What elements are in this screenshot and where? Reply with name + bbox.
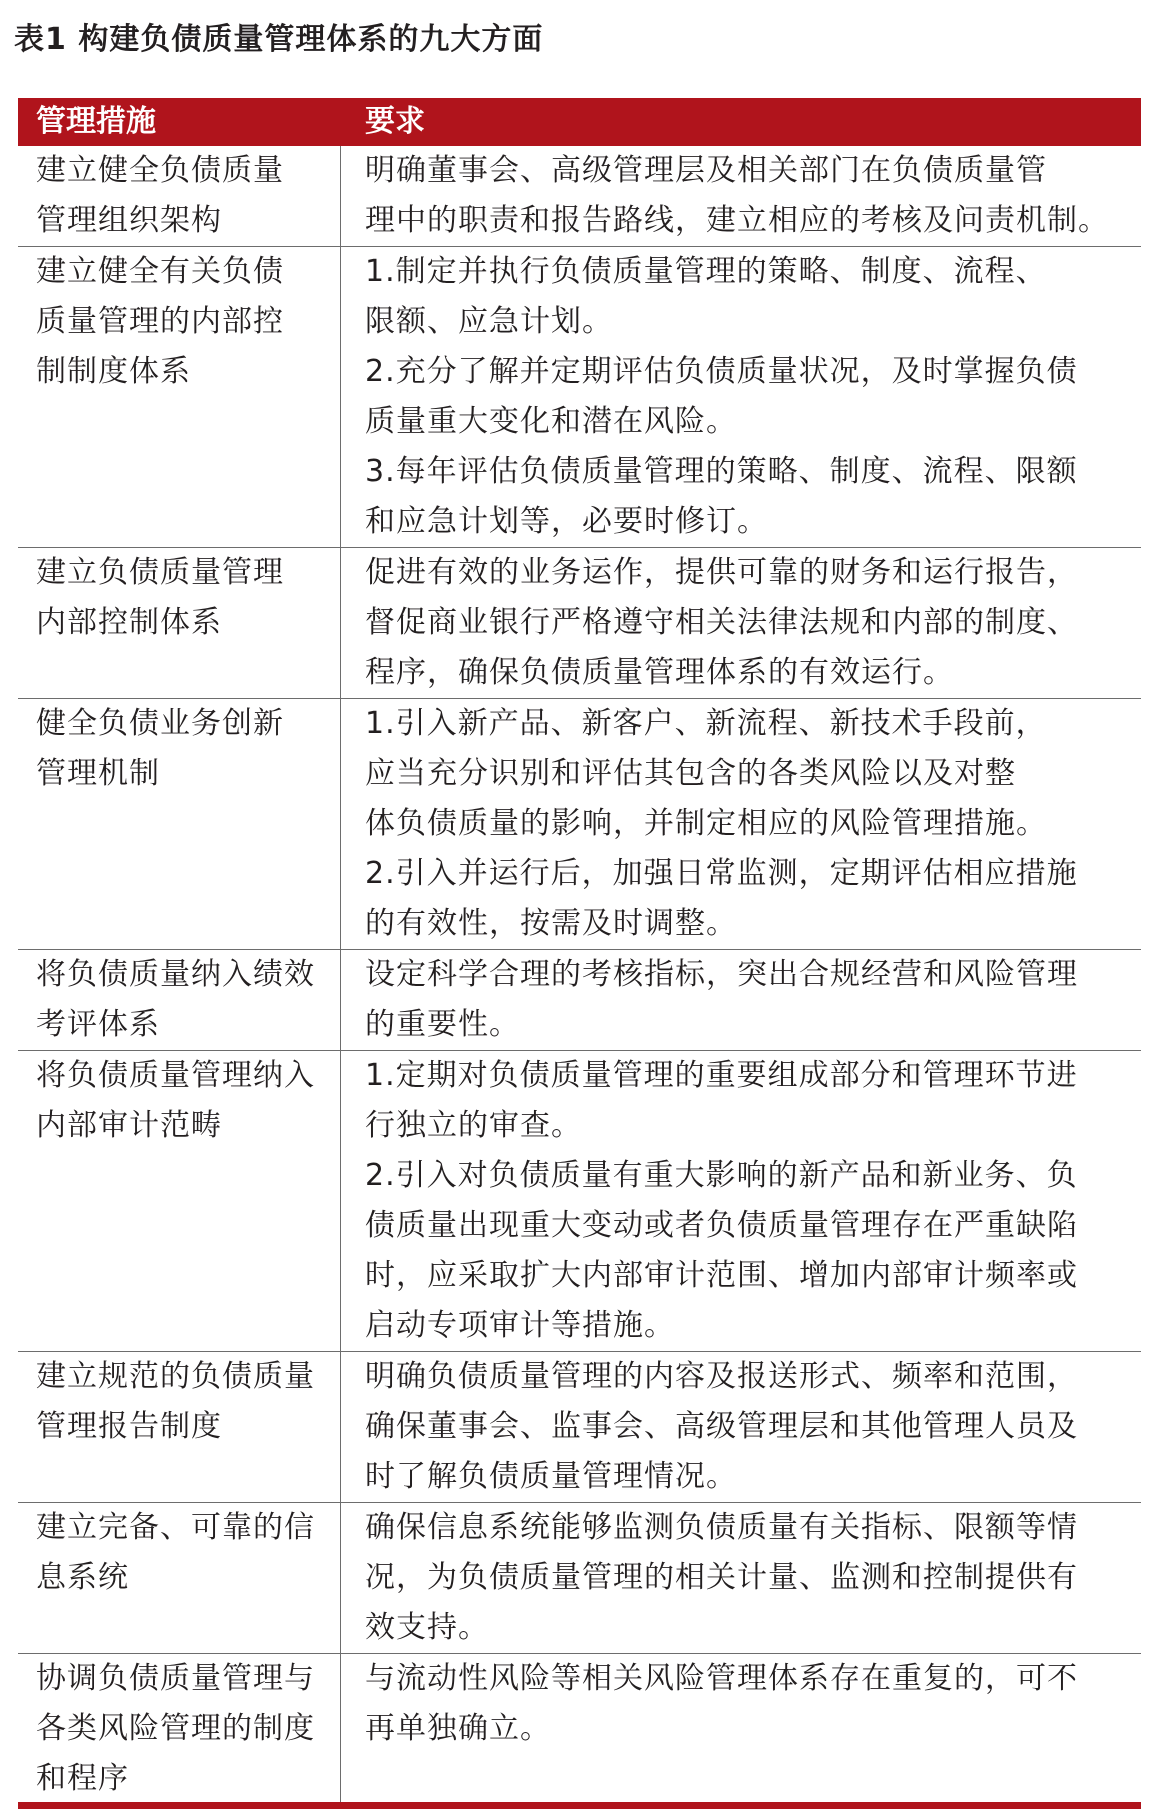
requirement-line: 体负债质量的影响，并制定相应的风险管理措施。: [365, 806, 1047, 841]
requirement-cell: [341, 1503, 1141, 1653]
measure-line: 将负债质量纳入绩效: [36, 957, 315, 992]
requirement-line: 督促商业银行严格遵守相关法律法规和内部的制度、: [365, 605, 1078, 640]
measure-line: 建立完备、可靠的信: [36, 1510, 315, 1545]
requirement-line: 3.每年评估负债质量管理的策略、制度、流程、限额: [365, 454, 1078, 489]
requirement-line: 设定科学合理的考核指标，突出合规经营和风险管理: [365, 957, 1078, 992]
requirement-line: 质量重大变化和潜在风险。: [365, 404, 737, 439]
requirement-line: 确保信息系统能够监测负债质量有关指标、限额等情: [365, 1510, 1078, 1545]
table-row: [18, 1654, 1141, 1804]
requirement-line: 1.定期对负债质量管理的重要组成部分和管理环节进: [365, 1058, 1078, 1093]
requirement-line: 行独立的审查。: [365, 1108, 582, 1143]
requirement-paragraph: [365, 447, 1141, 547]
requirement-line: 的有效性，按需及时调整。: [365, 906, 737, 941]
measure-line: 管理组织架构: [36, 203, 222, 238]
requirement-line: 和应急计划等，必要时修订。: [365, 504, 768, 539]
measure-line: 质量管理的内部控: [36, 304, 284, 339]
requirement-line: 理中的职责和报告路线，建立相应的考核及问责机制。: [365, 203, 1109, 238]
measure-cell: [18, 1051, 341, 1351]
table-bottom-rule: [18, 1802, 1141, 1809]
requirement-line: 2.引入对负债质量有重大影响的新产品和新业务、负: [365, 1158, 1078, 1193]
table-row: [18, 548, 1141, 699]
measure-line: 健全负债业务创新: [36, 706, 284, 741]
requirement-line: 况，为负债质量管理的相关计量、监测和控制提供有: [365, 1560, 1078, 1595]
requirement-line: 1.制定并执行负债质量管理的策略、制度、流程、: [365, 254, 1047, 289]
measure-cell: [18, 699, 341, 949]
requirement-paragraph: [365, 1654, 1141, 1754]
table-header: [18, 98, 1141, 146]
requirement-line: 明确负债质量管理的内容及报送形式、频率和范围，: [365, 1359, 1078, 1394]
measure-line: 将负债质量管理纳入: [36, 1058, 315, 1093]
measure-line: 内部审计范畴: [36, 1108, 222, 1143]
requirement-paragraph: [365, 146, 1141, 246]
table-row: [18, 247, 1141, 548]
measure-cell: [18, 247, 341, 547]
requirement-line: 债质量出现重大变动或者负债质量管理存在严重缺陷: [365, 1208, 1078, 1243]
requirement-paragraph: [365, 247, 1141, 347]
measure-cell: [18, 146, 341, 246]
measure-line: 管理报告制度: [36, 1409, 222, 1444]
requirement-paragraph: [365, 950, 1141, 1050]
table-row: [18, 699, 1141, 950]
table-row: [18, 1051, 1141, 1352]
requirement-paragraph: [365, 849, 1141, 949]
measure-cell: [18, 1352, 341, 1502]
measure-cell: [18, 548, 341, 698]
requirement-line: 的重要性。: [365, 1007, 520, 1042]
measure-cell: [18, 1503, 341, 1653]
table-row: [18, 1352, 1141, 1503]
requirement-paragraph: [365, 1352, 1141, 1502]
requirement-line: 明确董事会、高级管理层及相关部门在负债质量管: [365, 153, 1047, 188]
requirement-line: 时了解负债质量管理情况。: [365, 1459, 737, 1494]
table-body: [18, 146, 1141, 1804]
requirement-cell: [341, 247, 1141, 547]
requirement-paragraph: [365, 699, 1141, 849]
measure-line: 建立规范的负债质量: [36, 1359, 315, 1394]
measures-table: [18, 98, 1141, 1804]
requirement-line: 应当充分识别和评估其包含的各类风险以及对整: [365, 756, 1016, 791]
header-requirements: 要求: [365, 104, 425, 139]
measure-line: 制制度体系: [36, 354, 191, 389]
requirement-line: 时，应采取扩大内部审计范围、增加内部审计频率或: [365, 1258, 1078, 1293]
table-row: [18, 1503, 1141, 1654]
measure-line: 内部控制体系: [36, 605, 222, 640]
measure-line: 管理机制: [36, 756, 160, 791]
measure-line: 和程序: [36, 1761, 129, 1796]
requirement-line: 效支持。: [365, 1610, 489, 1645]
requirement-paragraph: [365, 347, 1141, 447]
requirement-cell: [341, 146, 1141, 246]
requirement-line: 与流动性风险等相关风险管理体系存在重复的，可不: [365, 1661, 1078, 1696]
requirement-line: 1.引入新产品、新客户、新流程、新技术手段前，: [365, 706, 1047, 741]
measure-line: 协调负债质量管理与: [36, 1661, 315, 1696]
measure-cell: [18, 1654, 341, 1804]
table-row: [18, 950, 1141, 1051]
measure-line: 息系统: [36, 1560, 129, 1595]
requirement-line: 程序，确保负债质量管理体系的有效运行。: [365, 655, 954, 690]
table-title: 表1 构建负债质量管理体系的九大方面: [14, 22, 544, 57]
requirement-cell: [341, 1654, 1141, 1804]
requirement-line: 启动专项审计等措施。: [365, 1308, 675, 1343]
measure-line: 建立健全负债质量: [36, 153, 284, 188]
measure-cell: [18, 950, 341, 1050]
requirement-cell: [341, 950, 1141, 1050]
measure-line: 考评体系: [36, 1007, 160, 1042]
requirement-line: 限额、应急计划。: [365, 304, 613, 339]
requirement-cell: [341, 1352, 1141, 1502]
requirement-line: 2.充分了解并定期评估负债质量状况，及时掌握负债: [365, 354, 1078, 389]
requirement-paragraph: [365, 1051, 1141, 1151]
header-measures: 管理措施: [36, 104, 156, 139]
requirement-line: 促进有效的业务运作，提供可靠的财务和运行报告，: [365, 555, 1078, 590]
requirement-paragraph: [365, 548, 1141, 698]
requirement-line: 确保董事会、监事会、高级管理层和其他管理人员及: [365, 1409, 1078, 1444]
measure-line: 建立健全有关负债: [36, 254, 284, 289]
requirement-line: 再单独确立。: [365, 1711, 551, 1746]
requirement-cell: [341, 699, 1141, 949]
requirement-line: 2.引入并运行后，加强日常监测，定期评估相应措施: [365, 856, 1078, 891]
requirement-paragraph: [365, 1503, 1141, 1653]
measure-line: 建立负债质量管理: [36, 555, 284, 590]
requirement-cell: [341, 1051, 1141, 1351]
requirement-cell: [341, 548, 1141, 698]
measure-line: 各类风险管理的制度: [36, 1711, 315, 1746]
table-row: [18, 146, 1141, 247]
requirement-paragraph: [365, 1151, 1141, 1351]
